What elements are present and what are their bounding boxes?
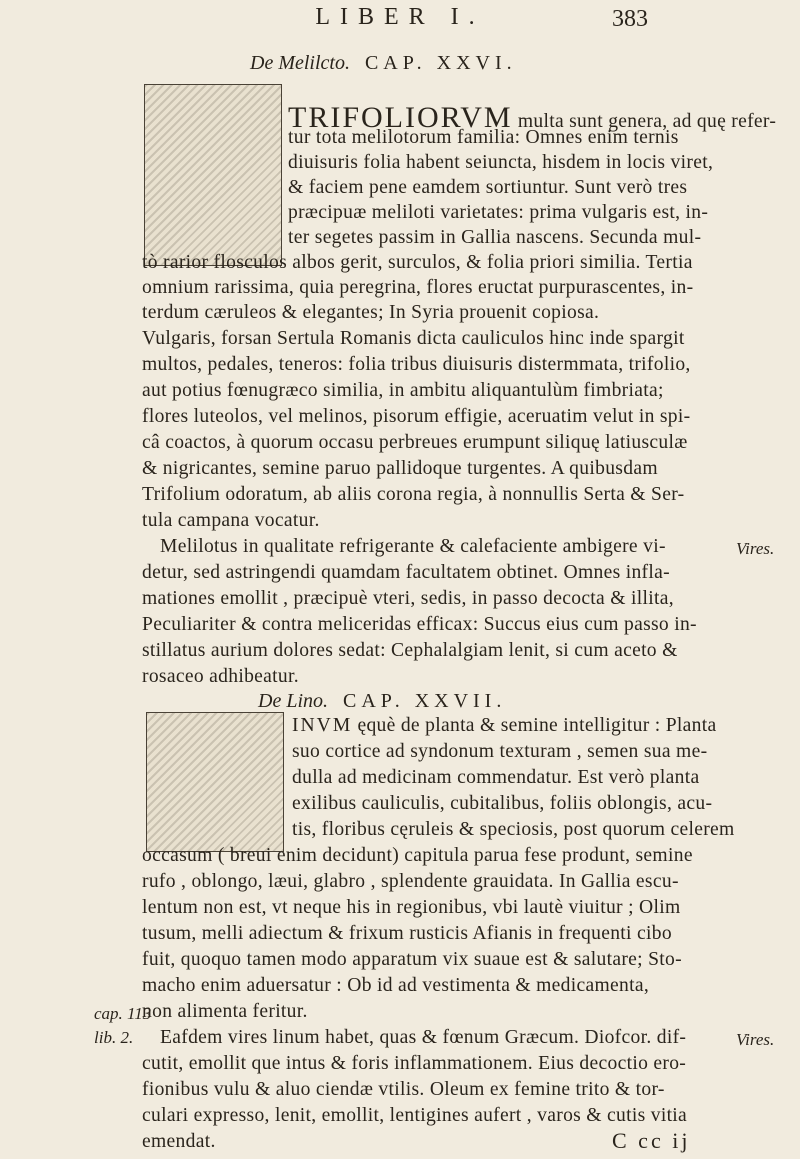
text-line: tis, floribus cęruleis & speciosis, post quorum celerem bbox=[292, 819, 735, 840]
text-line: & faciem pene eamdem sortiuntur. Sunt verò tres bbox=[288, 177, 688, 198]
margin-reference: lib. 2. bbox=[94, 1028, 134, 1047]
ornamental-initial-woodcut bbox=[146, 712, 284, 852]
chapter-opening-line: INVM ęquè de planta & semine intelligitur : Planta bbox=[292, 715, 717, 736]
running-head: LIBER I. bbox=[315, 4, 485, 30]
text-line: Trifolium odoratum, ab aliis corona regia, à nonnullis Serta & Ser- bbox=[142, 484, 685, 505]
margin-note: Vires. bbox=[736, 539, 775, 558]
text-line: Peculiariter & contra meliceridas efficax: Succus eius cum passo in- bbox=[142, 614, 697, 635]
text-line: culari expresso, lenit, emollit, lentigines aufert , varos & cutis vitia bbox=[142, 1105, 688, 1126]
text-line: Melilotus in qualitate refrigerante & calefaciente ambigere vi- bbox=[160, 536, 666, 557]
text-line: suo cortice ad syndonum texturam , semen sua me- bbox=[292, 741, 708, 762]
text-line: diuisuris folia habent seiuncta, hisdem in locis viret, bbox=[288, 152, 714, 173]
text-line: fuit, quoquo tamen modo apparatum vix suaue est & salutare; Sto- bbox=[142, 949, 682, 970]
chapter-title bbox=[258, 690, 506, 713]
text-line: non alimenta feritur. bbox=[142, 1001, 308, 1022]
text-line: rosaceo adhibeatur. bbox=[142, 666, 299, 687]
text-line: detur, sed astringendi quamdam facultatem obtinet. Omnes infla- bbox=[142, 562, 670, 583]
margin-note: Vires. bbox=[736, 1030, 775, 1049]
ornamental-initial-woodcut bbox=[144, 84, 282, 266]
text-line: cutit, emollit que intus & foris inflammationem. Eius decoctio ero- bbox=[142, 1053, 687, 1074]
text-line: dulla ad medicinam commendatur. Est verò planta bbox=[292, 767, 700, 788]
chapter-number: CAP. XXVII. bbox=[343, 690, 507, 712]
text-line: fionibus vulu & aluo ciendæ vtilis. Oleum ex femine trito & tor- bbox=[142, 1079, 665, 1100]
text-line: macho enim aduersatur : Ob id ad vestimenta & medicamenta, bbox=[142, 975, 650, 996]
text-line: flores luteolos, vel melinos, pisorum effigie, aceruatim velut in spi- bbox=[142, 406, 691, 427]
text-line: emendat. bbox=[142, 1131, 216, 1152]
chapter-title bbox=[250, 52, 517, 75]
opening-words: TRIFOLIORVM bbox=[288, 101, 513, 134]
chapter-opening-line: TRIFOLIORVM multa sunt genera, ad quę refer- bbox=[288, 101, 777, 134]
margin-reference: cap. 113 bbox=[94, 1004, 152, 1023]
chapter-number: CAP. XXVI. bbox=[364, 52, 517, 74]
text-line: multos, pedales, teneros: folia tribus diuisuris distermmata, trifolio, bbox=[142, 354, 691, 375]
text-line: tò rarior flosculos albos gerit, surculos, & folia priori similia. Tertia bbox=[142, 252, 693, 273]
text-line: ter segetes passim in Gallia nascens. Secunda mul- bbox=[288, 227, 702, 248]
text-line: præcipuæ meliloti varietates: prima vulgaris est, in- bbox=[288, 202, 709, 223]
text-line: tusum, melli adiectum & frixum rusticis Afianis in frequenti cibo bbox=[142, 923, 672, 944]
signature-mark: C cc ij bbox=[612, 1128, 691, 1153]
chapter-title-text: De Melilcto. bbox=[250, 52, 350, 74]
opening-words: INVM bbox=[292, 715, 353, 736]
text-line: Eafdem vires linum habet, quas & fœnum Græcum. Diofcor. dif- bbox=[160, 1027, 687, 1048]
text-line: omnium rarissima, quia peregrina, flores eructat purpurascentes, in- bbox=[142, 277, 694, 298]
text-line: mationes emollit , præcipuè vteri, sedis, in passo decocta & illita, bbox=[142, 588, 674, 609]
text-line: tula campana vocatur. bbox=[142, 510, 320, 531]
text-line: câ coactos, à quorum occasu perbreues erumpunt siliquę latiusculæ bbox=[142, 432, 688, 453]
text-line: & nigricantes, semine paruo pallidoque turgentes. A quibusdam bbox=[142, 458, 658, 479]
text-line: aut potius fœnugræco similia, in ambitu aliquantulùm fimbriata; bbox=[142, 380, 664, 401]
page-number: 383 bbox=[612, 6, 648, 32]
text-line: rufo , oblongo, læui, glabro , splendente grauidata. In Gallia escu- bbox=[142, 871, 679, 892]
text-line: exilibus cauliculis, cubitalibus, foliis oblongis, acu- bbox=[292, 793, 713, 814]
text-line: lentum non est, vt neque his in regionibus, vbi lautè viuitur ; Olim bbox=[142, 897, 681, 918]
text-line: Vulgaris, forsan Sertula Romanis dicta cauliculos hinc inde spargit bbox=[142, 328, 685, 349]
text-line: terdum cæruleos & elegantes; In Syria prouenit copiosa. bbox=[142, 302, 600, 323]
text-line: tur tota melilotorum familia: Omnes enim ternis bbox=[288, 127, 679, 148]
chapter-title-text: De Lino. bbox=[258, 690, 328, 712]
text-line: stillatus aurium dolores sedat: Cephalalgiam lenit, si cum aceto & bbox=[142, 640, 678, 661]
text-line: occasum ( breui enim decidunt) capitula parua fese produnt, semine bbox=[142, 845, 693, 866]
